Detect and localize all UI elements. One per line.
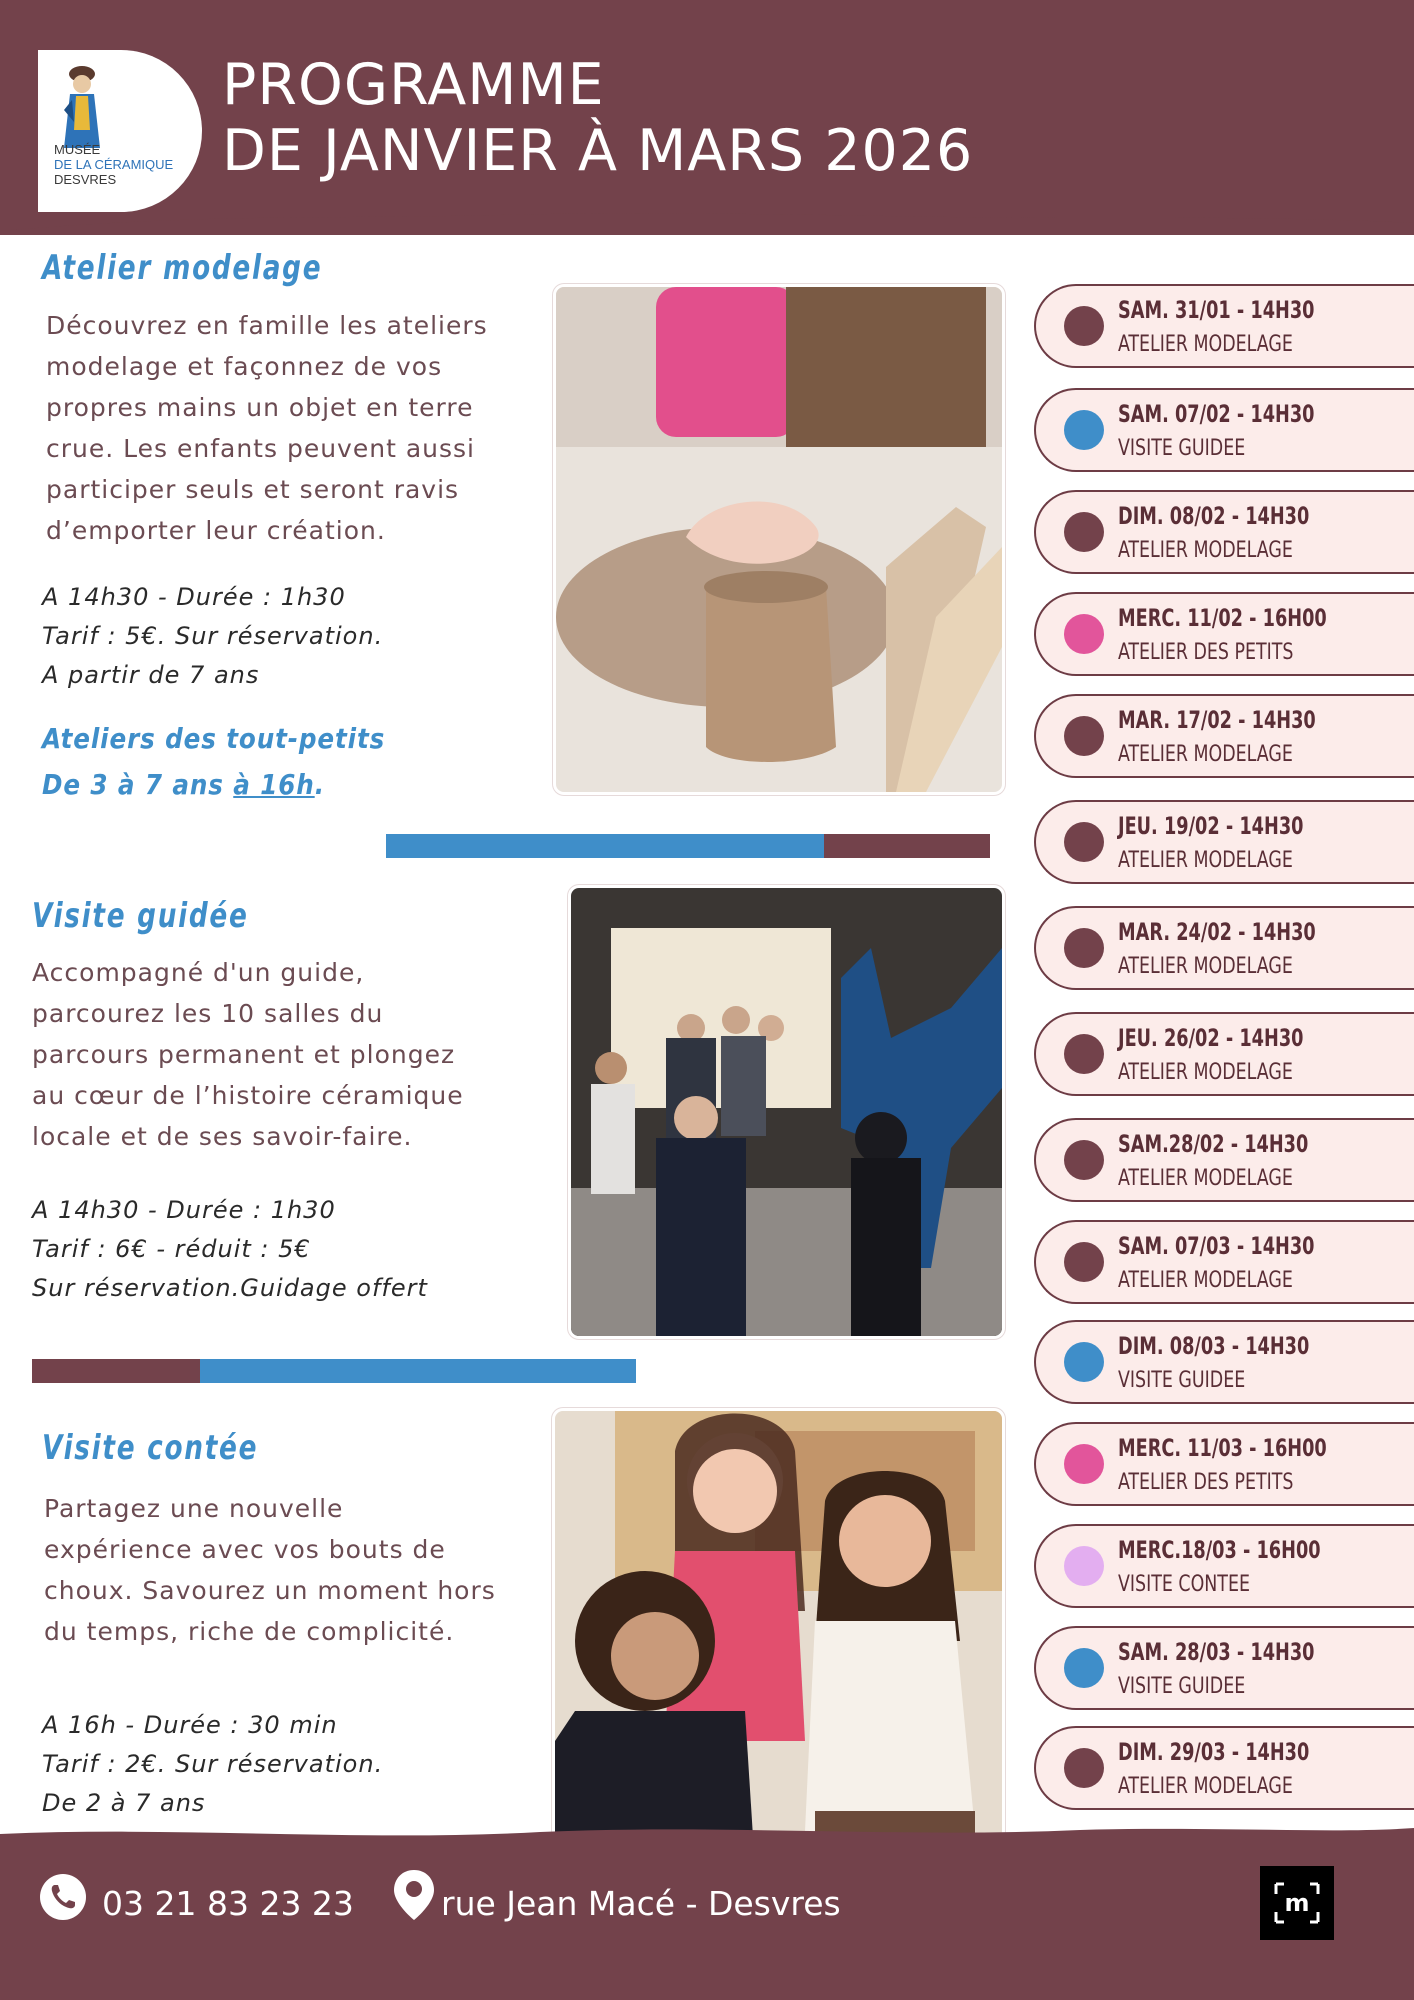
category-dot-icon xyxy=(1064,822,1104,862)
event-label: ATELIER DES PETITS xyxy=(1118,640,1294,665)
event-date: SAM.28/02 - 14H30 xyxy=(1118,1130,1309,1158)
text-line: crue. Les enfants peuvent aussi xyxy=(46,434,475,463)
event-date: SAM. 07/02 - 14H30 xyxy=(1118,400,1315,428)
brand-m-icon xyxy=(1260,1866,1334,1940)
tout-petits-age: De 3 à 7 ans xyxy=(42,768,234,801)
phone-number[interactable]: 03 21 83 23 23 xyxy=(102,1884,354,1923)
contee-info xyxy=(42,1706,383,1823)
category-dot-icon xyxy=(1064,1444,1104,1484)
event-label: ATELIER MODELAGE xyxy=(1118,954,1293,979)
info-line: Tarif : 5€. Sur réservation. xyxy=(42,622,384,650)
event-item[interactable] xyxy=(1034,592,1414,676)
event-date: SAM. 28/03 - 14H30 xyxy=(1118,1638,1315,1666)
title-line-1: PROGRAMME xyxy=(222,52,605,118)
photo-visite-guidee xyxy=(571,888,1002,1336)
address: rue Jean Macé - Desvres xyxy=(441,1884,841,1923)
text-line: au cœur de l’histoire céramique xyxy=(32,1081,464,1110)
logo-wordmark xyxy=(54,142,173,187)
divider-blue xyxy=(200,1359,636,1383)
category-dot-icon xyxy=(1064,1140,1104,1180)
event-item[interactable] xyxy=(1034,1012,1414,1096)
category-dot-icon xyxy=(1064,716,1104,756)
event-label: ATELIER DES PETITS xyxy=(1118,1470,1294,1495)
event-item[interactable] xyxy=(1034,388,1414,472)
category-dot-icon xyxy=(1064,1242,1104,1282)
event-item[interactable] xyxy=(1034,1118,1414,1202)
divider-brand xyxy=(824,834,990,858)
category-dot-icon xyxy=(1064,1342,1104,1382)
logo-line-2: DE LA CÉRAMIQUE xyxy=(54,157,174,172)
header-wave xyxy=(0,205,1414,250)
tout-petits-line-1: Ateliers des tout-petits xyxy=(42,722,386,755)
event-date: JEU. 26/02 - 14H30 xyxy=(1118,1024,1304,1052)
divider-brand xyxy=(32,1359,200,1383)
event-label: ATELIER MODELAGE xyxy=(1118,1166,1293,1191)
event-item[interactable] xyxy=(1034,1320,1414,1404)
tout-petits-time-link[interactable]: à 16h xyxy=(233,768,315,801)
category-dot-icon xyxy=(1064,512,1104,552)
text-line: choux. Savourez un moment hors xyxy=(44,1576,496,1605)
photo-atelier-modelage xyxy=(556,287,1002,792)
text-line: Découvrez en famille les ateliers xyxy=(46,311,488,340)
event-label: VISITE CONTEE xyxy=(1118,1572,1250,1597)
event-label: VISITE GUIDEE xyxy=(1118,1674,1246,1699)
tout-petits-note xyxy=(42,716,385,808)
info-line: A 14h30 - Durée : 1h30 xyxy=(32,1196,336,1224)
info-line: A 14h30 - Durée : 1h30 xyxy=(42,583,346,611)
event-item[interactable] xyxy=(1034,1220,1414,1304)
text-line: modelage et façonnez de vos xyxy=(46,352,443,381)
event-item[interactable] xyxy=(1034,694,1414,778)
visite-description xyxy=(32,952,464,1157)
event-date: MAR. 17/02 - 14H30 xyxy=(1118,706,1316,734)
category-dot-icon xyxy=(1064,928,1104,968)
museum-network-logo[interactable] xyxy=(1260,1866,1334,1940)
text-line: d’emporter leur création. xyxy=(46,516,386,545)
event-date: MERC. 11/02 - 16H00 xyxy=(1118,604,1327,632)
text-line: propres mains un objet en terre xyxy=(46,393,474,422)
event-item[interactable] xyxy=(1034,1524,1414,1608)
info-line: De 2 à 7 ans xyxy=(42,1789,206,1817)
logo-line-1: MUSÉE xyxy=(54,142,101,157)
event-item[interactable] xyxy=(1034,800,1414,884)
event-item[interactable] xyxy=(1034,1726,1414,1810)
text-line: Partagez une nouvelle xyxy=(44,1494,344,1523)
location-pin-icon xyxy=(392,1870,436,1920)
brand-m-letter: m xyxy=(1284,1889,1310,1917)
event-date: DIM. 29/03 - 14H30 xyxy=(1118,1738,1310,1766)
atelier-description xyxy=(46,305,488,551)
event-label: VISITE GUIDEE xyxy=(1118,1368,1246,1393)
info-line: Tarif : 6€ - réduit : 5€ xyxy=(32,1235,311,1263)
visite-info xyxy=(32,1191,428,1308)
text-line: locale et de ses savoir-faire. xyxy=(32,1122,413,1151)
event-date: JEU. 19/02 - 14H30 xyxy=(1118,812,1304,840)
event-label: ATELIER MODELAGE xyxy=(1118,332,1293,357)
text-line: expérience avec vos bouts de xyxy=(44,1535,446,1564)
section-title-atelier: Atelier modelage xyxy=(42,248,323,288)
text-line: parcours permanent et plongez xyxy=(32,1040,456,1069)
info-line: Tarif : 2€. Sur réservation. xyxy=(42,1750,384,1778)
info-line: A partir de 7 ans xyxy=(42,661,260,689)
event-item[interactable] xyxy=(1034,1626,1414,1710)
category-dot-icon xyxy=(1064,1648,1104,1688)
event-label: ATELIER MODELAGE xyxy=(1118,1268,1293,1293)
text-line: Accompagné d'un guide, xyxy=(32,958,365,987)
text-line: participer seuls et seront ravis xyxy=(46,475,460,504)
event-item[interactable] xyxy=(1034,906,1414,990)
photo-visite-contee xyxy=(555,1411,1002,1868)
event-label: VISITE GUIDEE xyxy=(1118,436,1246,461)
event-label: ATELIER MODELAGE xyxy=(1118,742,1293,767)
title-line-2: DE JANVIER À MARS 2026 xyxy=(222,118,974,184)
logo-figure-icon xyxy=(52,60,108,150)
event-item[interactable] xyxy=(1034,284,1414,368)
event-label: ATELIER MODELAGE xyxy=(1118,538,1293,563)
event-date: MERC.18/03 - 16H00 xyxy=(1118,1536,1321,1564)
event-label: ATELIER MODELAGE xyxy=(1118,1060,1293,1085)
text-line: du temps, riche de complicité. xyxy=(44,1617,455,1646)
event-date: SAM. 07/03 - 14H30 xyxy=(1118,1232,1315,1260)
museum-logo[interactable] xyxy=(38,50,202,212)
category-dot-icon xyxy=(1064,1748,1104,1788)
event-date: MAR. 24/02 - 14H30 xyxy=(1118,918,1316,946)
event-label: ATELIER MODELAGE xyxy=(1118,848,1293,873)
category-dot-icon xyxy=(1064,614,1104,654)
atelier-info xyxy=(42,578,383,695)
event-date: DIM. 08/02 - 14H30 xyxy=(1118,502,1310,530)
divider-blue xyxy=(386,834,824,858)
event-date: SAM. 31/01 - 14H30 xyxy=(1118,296,1315,324)
event-date: MERC. 11/03 - 16H00 xyxy=(1118,1434,1327,1462)
category-dot-icon xyxy=(1064,1546,1104,1586)
event-item[interactable] xyxy=(1034,490,1414,574)
tout-petits-period: . xyxy=(314,768,325,801)
logo-line-3: DESVRES xyxy=(54,172,117,187)
category-dot-icon xyxy=(1064,1034,1104,1074)
section-title-visite-guidee: Visite guidée xyxy=(32,896,249,936)
contee-description xyxy=(44,1488,496,1652)
event-label: ATELIER MODELAGE xyxy=(1118,1774,1293,1799)
category-dot-icon xyxy=(1064,306,1104,346)
event-item[interactable] xyxy=(1034,1422,1414,1506)
phone-icon xyxy=(40,1874,86,1920)
section-title-visite-contee: Visite contée xyxy=(42,1428,259,1468)
event-date: DIM. 08/03 - 14H30 xyxy=(1118,1332,1310,1360)
info-line: Sur réservation.Guidage offert xyxy=(32,1274,428,1302)
page-title xyxy=(222,52,973,184)
info-line: A 16h - Durée : 30 min xyxy=(42,1711,338,1739)
category-dot-icon xyxy=(1064,410,1104,450)
text-line: parcourez les 10 salles du xyxy=(32,999,384,1028)
